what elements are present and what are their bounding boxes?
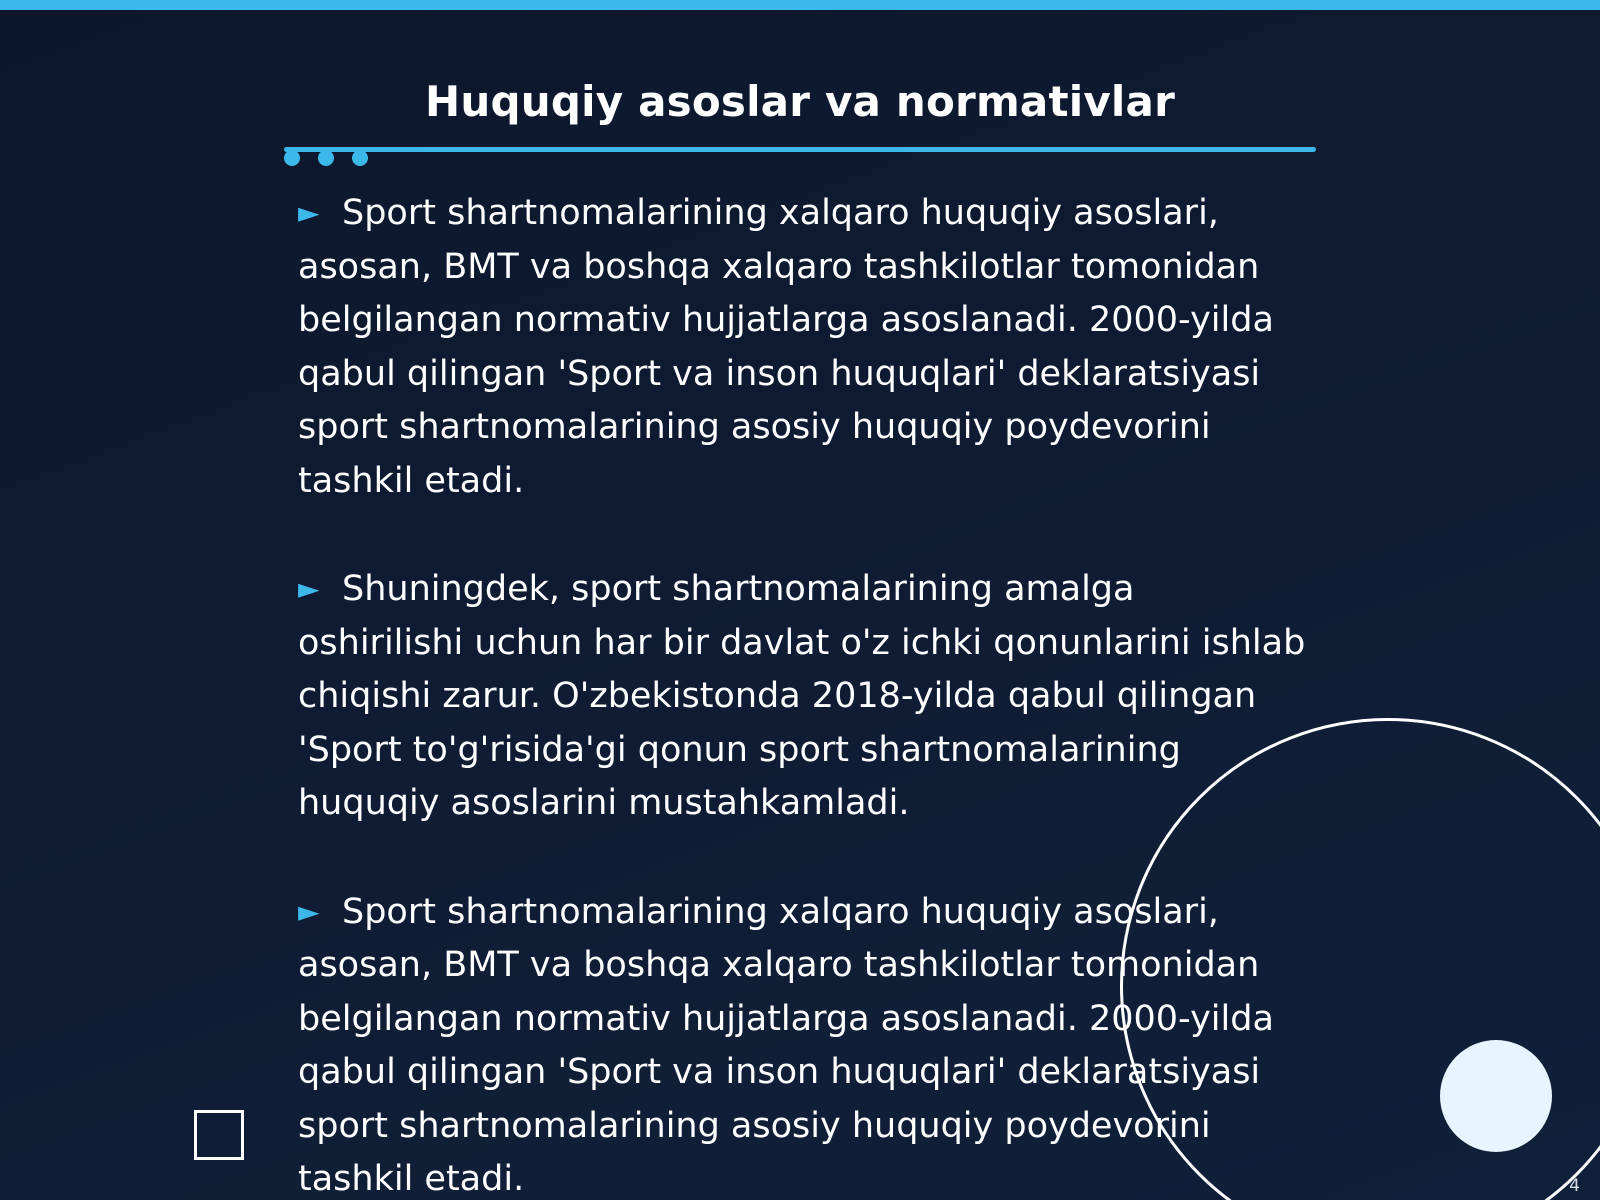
slide-title: Huquqiy asoslar va normativlar (425, 77, 1175, 126)
decorative-dot-2 (318, 150, 334, 166)
decorative-circle-filled (1440, 1040, 1552, 1152)
decorative-square-outline (194, 1110, 244, 1160)
triangle-right-icon: ► (298, 196, 320, 229)
bullet-paragraph-2 (298, 562, 1308, 831)
top-accent-bar (0, 0, 1600, 10)
decorative-dot-3 (352, 150, 368, 166)
bullet-paragraph-1 (298, 186, 1308, 508)
page-number: 4 (1569, 1176, 1580, 1196)
title-underline (284, 147, 1316, 152)
bullet-text-3: Sport shartnomalarining xalqaro huquqiy asoslari, asosan, BMT va boshqa xalqaro tashkilotlar tomonidan belgilangan normativ hujjatlarga asoslanadi. 2000-yilda qabul qilingan 'Sport va inson huquqlari' deklaratsiyasi sport shartnomalarining asosiy huquqiy poydevorini tashkil etadi. (298, 891, 1274, 1199)
bullet-paragraph-3 (298, 885, 1308, 1200)
triangle-right-icon: ► (298, 894, 320, 928)
bullet-text-2: Shuningdek, sport shartnomalarining amalga oshirilishi uchun har bir davlat o'z ichki qonunlarini ishlab chiqishi zarur. O'zbekistonda 2018-yilda qabul qilingan 'Sport to'g'risida'gi qonun sport shartnomalarining huquqiy asoslarini mustahkamladi. (298, 569, 1306, 823)
bullet-list (298, 186, 1308, 1200)
bullet-text-1: Sport shartnomalarining xalqaro huquqiy asoslari, asosan, BMT va boshqa xalqaro tashkilotlar tomonidan belgilangan normativ hujjatlarga asoslanadi. 2000-yilda qabul qilingan 'Sport va inson huquqlari' deklaratsiyasi sport shartnomalarining asosiy huquqiy poydevorini tashkil etadi. (298, 193, 1274, 501)
triangle-right-icon: ► (298, 572, 320, 605)
decorative-dot-1 (284, 150, 300, 166)
